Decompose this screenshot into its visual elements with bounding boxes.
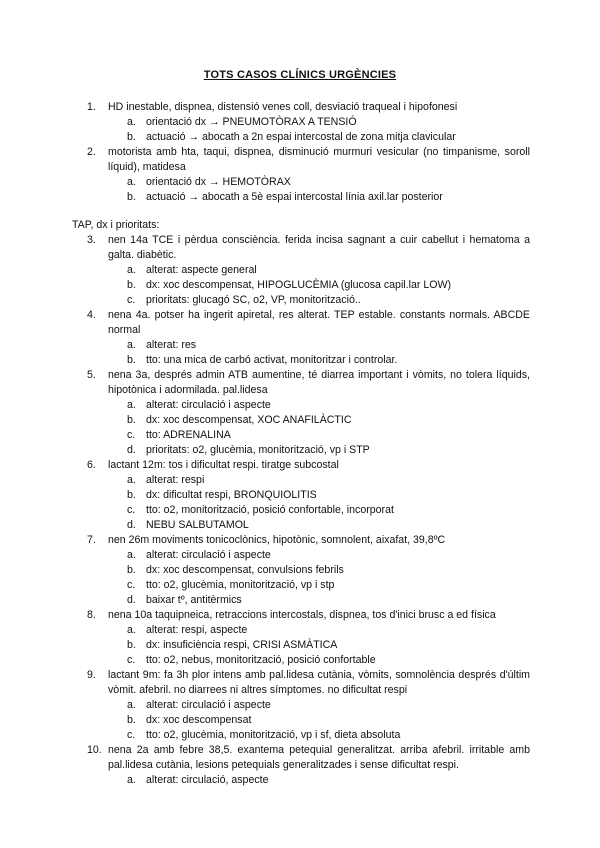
sub-item [0, 353, 600, 368]
sub-item-letter: c. [127, 504, 136, 516]
sub-item [0, 278, 600, 293]
item-number: 1. [87, 101, 96, 113]
item-number: 5. [87, 369, 96, 381]
sub-item-letter: d. [127, 519, 136, 531]
page-title: TOTS CASOS CLÍNICS URGÈNCIES [203, 69, 397, 81]
sub-item-letter: a. [127, 339, 136, 351]
sub-item [0, 638, 600, 653]
sub-item [0, 503, 600, 518]
sub-item-letter: a. [127, 399, 136, 411]
sub-item-text: alterat: res [146, 339, 197, 351]
sub-item-text: orientació dx → HEMOTÒRAX [146, 176, 291, 188]
sub-item-letter: c. [127, 429, 136, 441]
sub-item-letter: c. [127, 654, 136, 666]
sub-item [0, 728, 600, 743]
item-text: motorista amb hta, taqui, dispnea, disminució murmuri vesicular (no timpanisme, soroll líquid), matidesa [108, 146, 530, 173]
sub-item-letter: a. [127, 699, 136, 711]
sub-item-letter: d. [127, 594, 136, 606]
sub-item [0, 698, 600, 713]
sub-item [0, 398, 600, 413]
sub-item-text: dx: insuficiència respi, CRISI ASMÀTICA [146, 639, 338, 651]
sub-item-text: dx: dificultat respi, BRONQUIOLITIS [146, 489, 317, 501]
sub-item-letter: a. [127, 474, 136, 486]
item-text: nena 2a amb febre 38,5. exantema petequial generalitzat. arriba afebril. irritable amb pal.lidesa cutània, lesions petequials generalitzades i sense dificultat respi. [108, 744, 530, 771]
sub-item-text: alterat: aspecte general [146, 264, 257, 276]
sub-item [0, 115, 600, 130]
section-heading: TAP, dx i prioritats: [72, 219, 160, 231]
sub-item-letter: b. [127, 354, 136, 366]
sub-item-letter: b. [127, 564, 136, 576]
item-text: nena 4a. potser ha ingerit apiretal, res alterat. TEP estable. constants normals. ABCDE normal [108, 309, 530, 336]
sub-item-text: tto: o2, nebus, monitorització, posició confortable [146, 654, 376, 666]
sub-item-text: dx: xoc descompensat, XOC ANAFILÀCTIC [146, 414, 352, 426]
sub-item [0, 548, 600, 563]
sub-item [0, 623, 600, 638]
sub-item-text: prioritats: o2, glucèmia, monitorització, vp i STP [146, 444, 370, 456]
sub-item-text: prioritats: glucagó SC, o2, VP, monitorització.. [146, 294, 361, 306]
sub-item [0, 443, 600, 458]
sub-item-letter: b. [127, 131, 136, 143]
sub-item-text: alterat: circulació i aspecte [146, 399, 271, 411]
sub-item-text: dx: xoc descompensat, convulsions febrils [146, 564, 344, 576]
sub-item [0, 773, 600, 788]
sub-item-letter: a. [127, 116, 136, 128]
sub-item [0, 130, 600, 145]
item-number: 8. [87, 609, 96, 621]
cases-list [0, 233, 600, 788]
sub-item [0, 563, 600, 578]
sub-item-text: alterat: circulació i aspecte [146, 699, 271, 711]
sub-item [0, 428, 600, 443]
list-item [0, 308, 600, 338]
list-item [0, 145, 600, 175]
sub-item [0, 518, 600, 533]
sub-item-text: orientació dx → PNEUMOTÒRAX A TENSIÓ [146, 116, 357, 128]
list-item [0, 458, 600, 473]
list-item [0, 668, 600, 698]
item-text: lactant 12m: tos i dificultat respi. tiratge subcostal [108, 459, 339, 471]
item-text: nen 14a TCE i pèrdua consciència. ferida incisa sagnant a cuir cabellut i hematoma a galta. diabètic. [108, 234, 530, 261]
item-number: 3. [87, 234, 96, 246]
sub-item [0, 338, 600, 353]
item-text: HD inestable, dispnea, distensió venes coll, desviació traqueal i hipofonesi [108, 101, 458, 113]
sub-item-letter: d. [127, 444, 136, 456]
list-item [0, 743, 600, 773]
intro-list [0, 100, 600, 205]
sub-item [0, 293, 600, 308]
sub-item-letter: a. [127, 624, 136, 636]
sub-item-letter: b. [127, 639, 136, 651]
item-number: 6. [87, 459, 96, 471]
item-text: lactant 9m: fa 3h plor intens amb pal.lidesa cutània, vòmits, somnolència després d'últim vòmit. afebril. no diarrees ni altres símptomes. no dificultat respi [108, 669, 530, 696]
sub-item-letter: c. [127, 729, 136, 741]
list-item [0, 233, 600, 263]
sub-item [0, 713, 600, 728]
sub-item-text: alterat: circulació, aspecte [146, 774, 269, 786]
sub-item-text: tto: ADRENALINA [146, 429, 231, 441]
sub-item-letter: b. [127, 414, 136, 426]
item-text: nen 26m moviments tonicoclònics, hipotònic, somnolent, aixafat, 39,8ºC [108, 534, 446, 546]
sub-item-text: dx: xoc descompensat, HIPOGLUCÈMIA (glucosa capil.lar LOW) [146, 279, 451, 291]
sub-item [0, 578, 600, 593]
sub-item-letter: c. [127, 579, 136, 591]
item-text: nena 3a, després admin ATB aumentine, té diarrea important i vòmits, no tolera líquids, hipotònica i adormilada. pal.lidesa [108, 369, 530, 396]
list-item [0, 533, 600, 548]
sub-item-letter: a. [127, 549, 136, 561]
sub-item-text: dx: xoc descompensat [146, 714, 252, 726]
item-number: 7. [87, 534, 96, 546]
sub-item-letter: a. [127, 264, 136, 276]
sub-item [0, 263, 600, 278]
sub-item-text: tto: o2, glucèmia, monitorització, vp i sf, dieta absoluta [146, 729, 401, 741]
sub-item-text: tto: o2, glucèmia, monitorització, vp i stp [146, 579, 335, 591]
item-number: 9. [87, 669, 96, 681]
sub-item [0, 473, 600, 488]
sub-item [0, 653, 600, 668]
sub-item-letter: a. [127, 774, 136, 786]
sub-item-text: NEBU SALBUTAMOL [146, 519, 249, 531]
sub-item-letter: b. [127, 489, 136, 501]
sub-item-text: baixar tº, antitèrmics [146, 594, 242, 606]
item-number: 10. [87, 744, 102, 756]
sub-item-text: alterat: circulació i aspecte [146, 549, 271, 561]
list-item [0, 608, 600, 623]
sub-item [0, 593, 600, 608]
sub-item-letter: b. [127, 279, 136, 291]
item-number: 2. [87, 146, 96, 158]
sub-item-text: tto: una mica de carbó activat, monitoritzar i controlar. [146, 354, 398, 366]
sub-item [0, 175, 600, 190]
sub-item [0, 488, 600, 503]
sub-item-text: alterat: respi [146, 474, 205, 486]
cases-section [0, 218, 600, 788]
sub-item-text: tto: o2, monitorització, posició confortable, incorporat [146, 504, 394, 516]
sub-item [0, 190, 600, 205]
sub-item-letter: b. [127, 191, 136, 203]
sub-item-text: actuació → abocath a 5è espai intercostal línia axil.lar posterior [146, 191, 443, 203]
sub-item-text: actuació → abocath a 2n espai intercostal de zona mitja clavicular [146, 131, 456, 143]
item-text: nena 10a taquipneica, retraccions intercostals, dispnea, tos d'inici brusc a ed física [108, 609, 496, 621]
sub-item [0, 413, 600, 428]
sub-item-letter: a. [127, 176, 136, 188]
list-item [0, 368, 600, 398]
list-item [0, 100, 600, 115]
sub-item-letter: c. [127, 294, 136, 306]
item-number: 4. [87, 309, 96, 321]
sub-item-letter: b. [127, 714, 136, 726]
sub-item-text: alterat: respi, aspecte [146, 624, 248, 636]
